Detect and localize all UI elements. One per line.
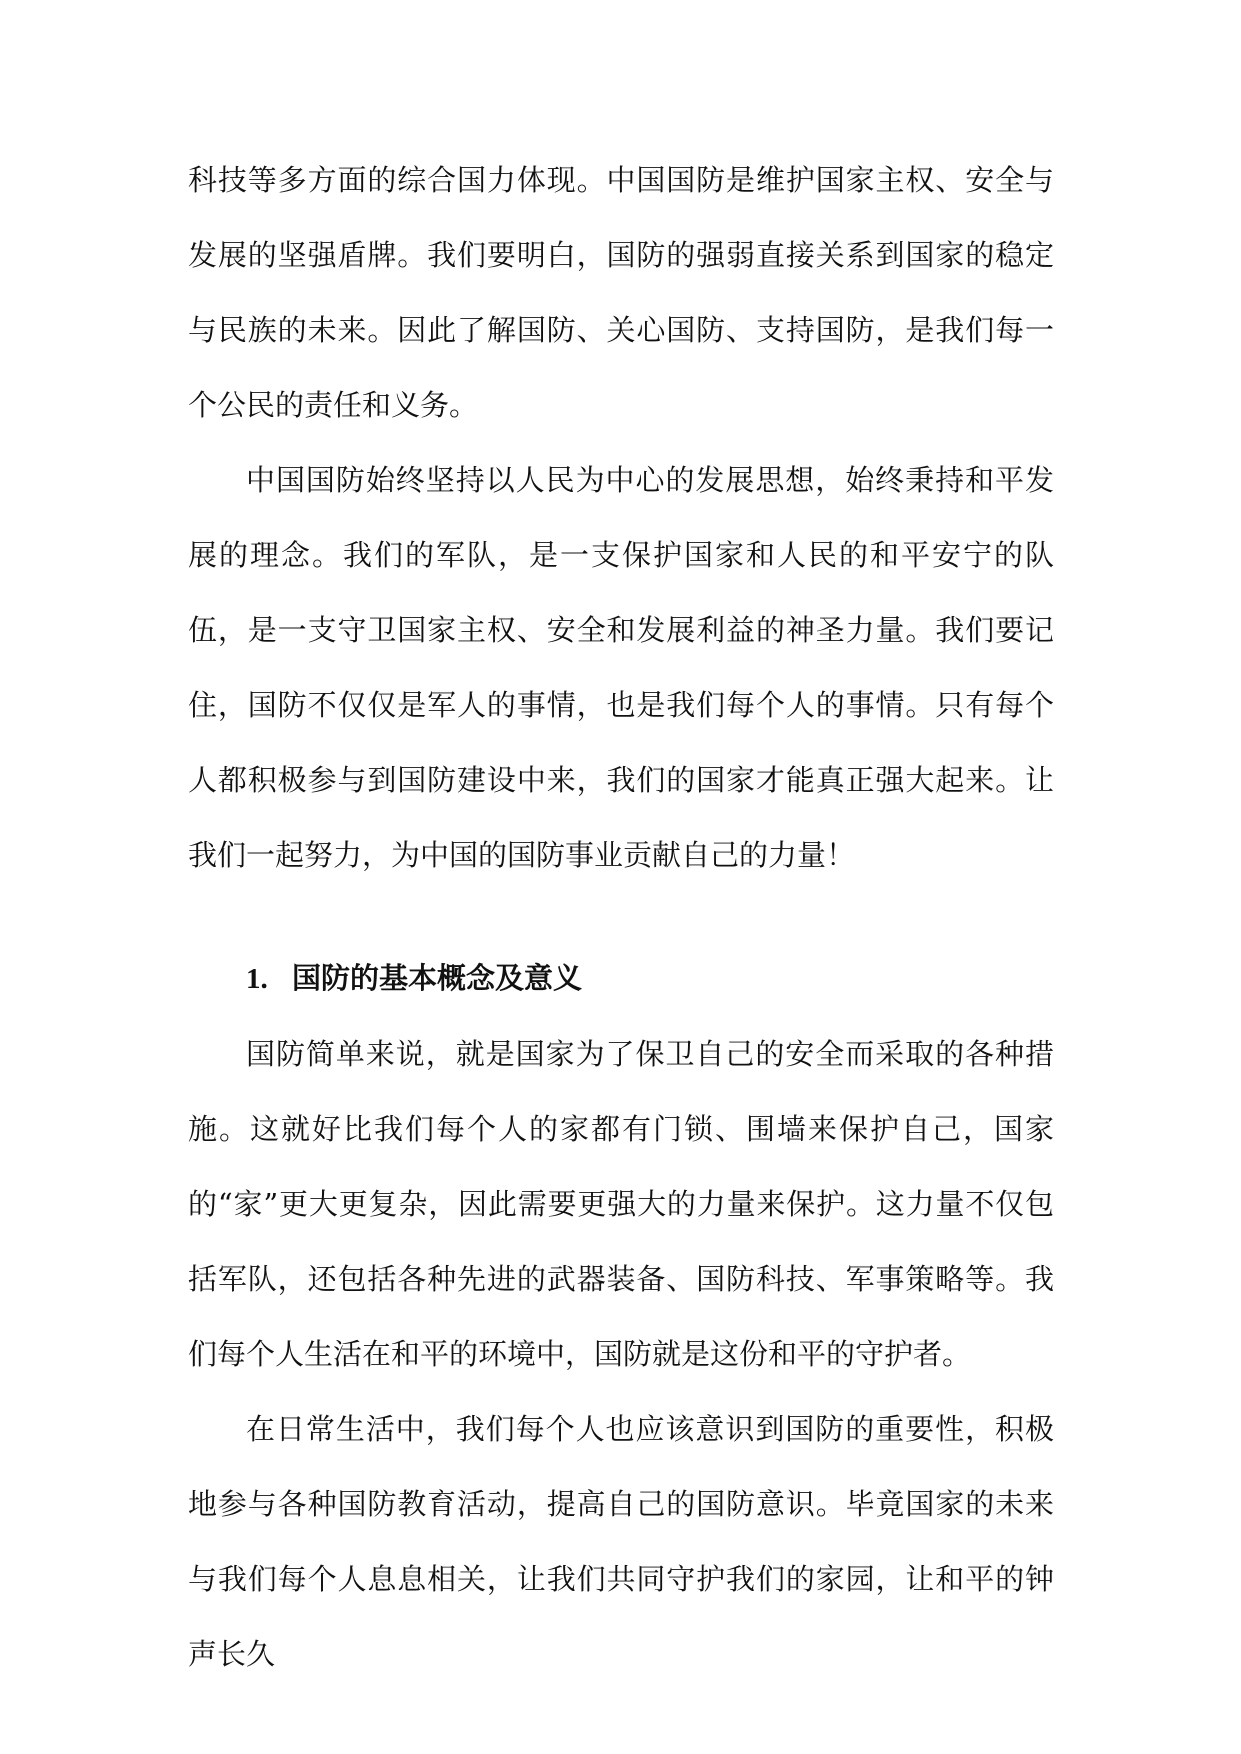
document-body [188, 143, 1054, 1692]
section-title: 国防的基本概念及意义 [292, 961, 583, 995]
paragraph-peace-development: 中国国防始终坚持以人民为中心的发展思想，始终秉持和平发展的理念。我们的军队，是一支保护国家和人民的和平安宁的队伍，是一支守卫国家主权、安全和发展利益的神圣力量。我们要记住，国防不仅仅是军人的事情，也是我们每个人的事情。只有每个人都积极参与到国防建设中来，我们的国家才能真正强大起来。让我们一起努力，为中国的国防事业贡献自己的力量！ [188, 463, 1054, 872]
section-number: 1. [246, 963, 268, 995]
section-heading [188, 941, 1054, 1017]
paragraph-definition: 国防简单来说，就是国家为了保卫自己的安全而采取的各种措施。这就好比我们每个人的家都有门锁、围墙来保护自己，国家的“家”更大更复杂，因此需要更强大的力量来保护。这力量不仅包括军队，还包括各种先进的武器装备、国防科技、军事策略等。我们每个人生活在和平的环境中，国防就是这份和平的守护者。 [188, 1037, 1054, 1371]
paragraph-continuation: 科技等多方面的综合国力体现。中国国防是维护国家主权、安全与发展的坚强盾牌。我们要明白，国防的强弱直接关系到国家的稳定与民族的未来。因此了解国防、关心国防、支持国防，是我们每一个公民的责任和义务。 [188, 163, 1054, 422]
paragraph-daily-life: 在日常生活中，我们每个人也应该意识到国防的重要性，积极地参与各种国防教育活动，提高自己的国防意识。毕竟国家的未来与我们每个人息息相关，让我们共同守护我们的家园，让和平的钟声长久 [188, 1412, 1054, 1671]
